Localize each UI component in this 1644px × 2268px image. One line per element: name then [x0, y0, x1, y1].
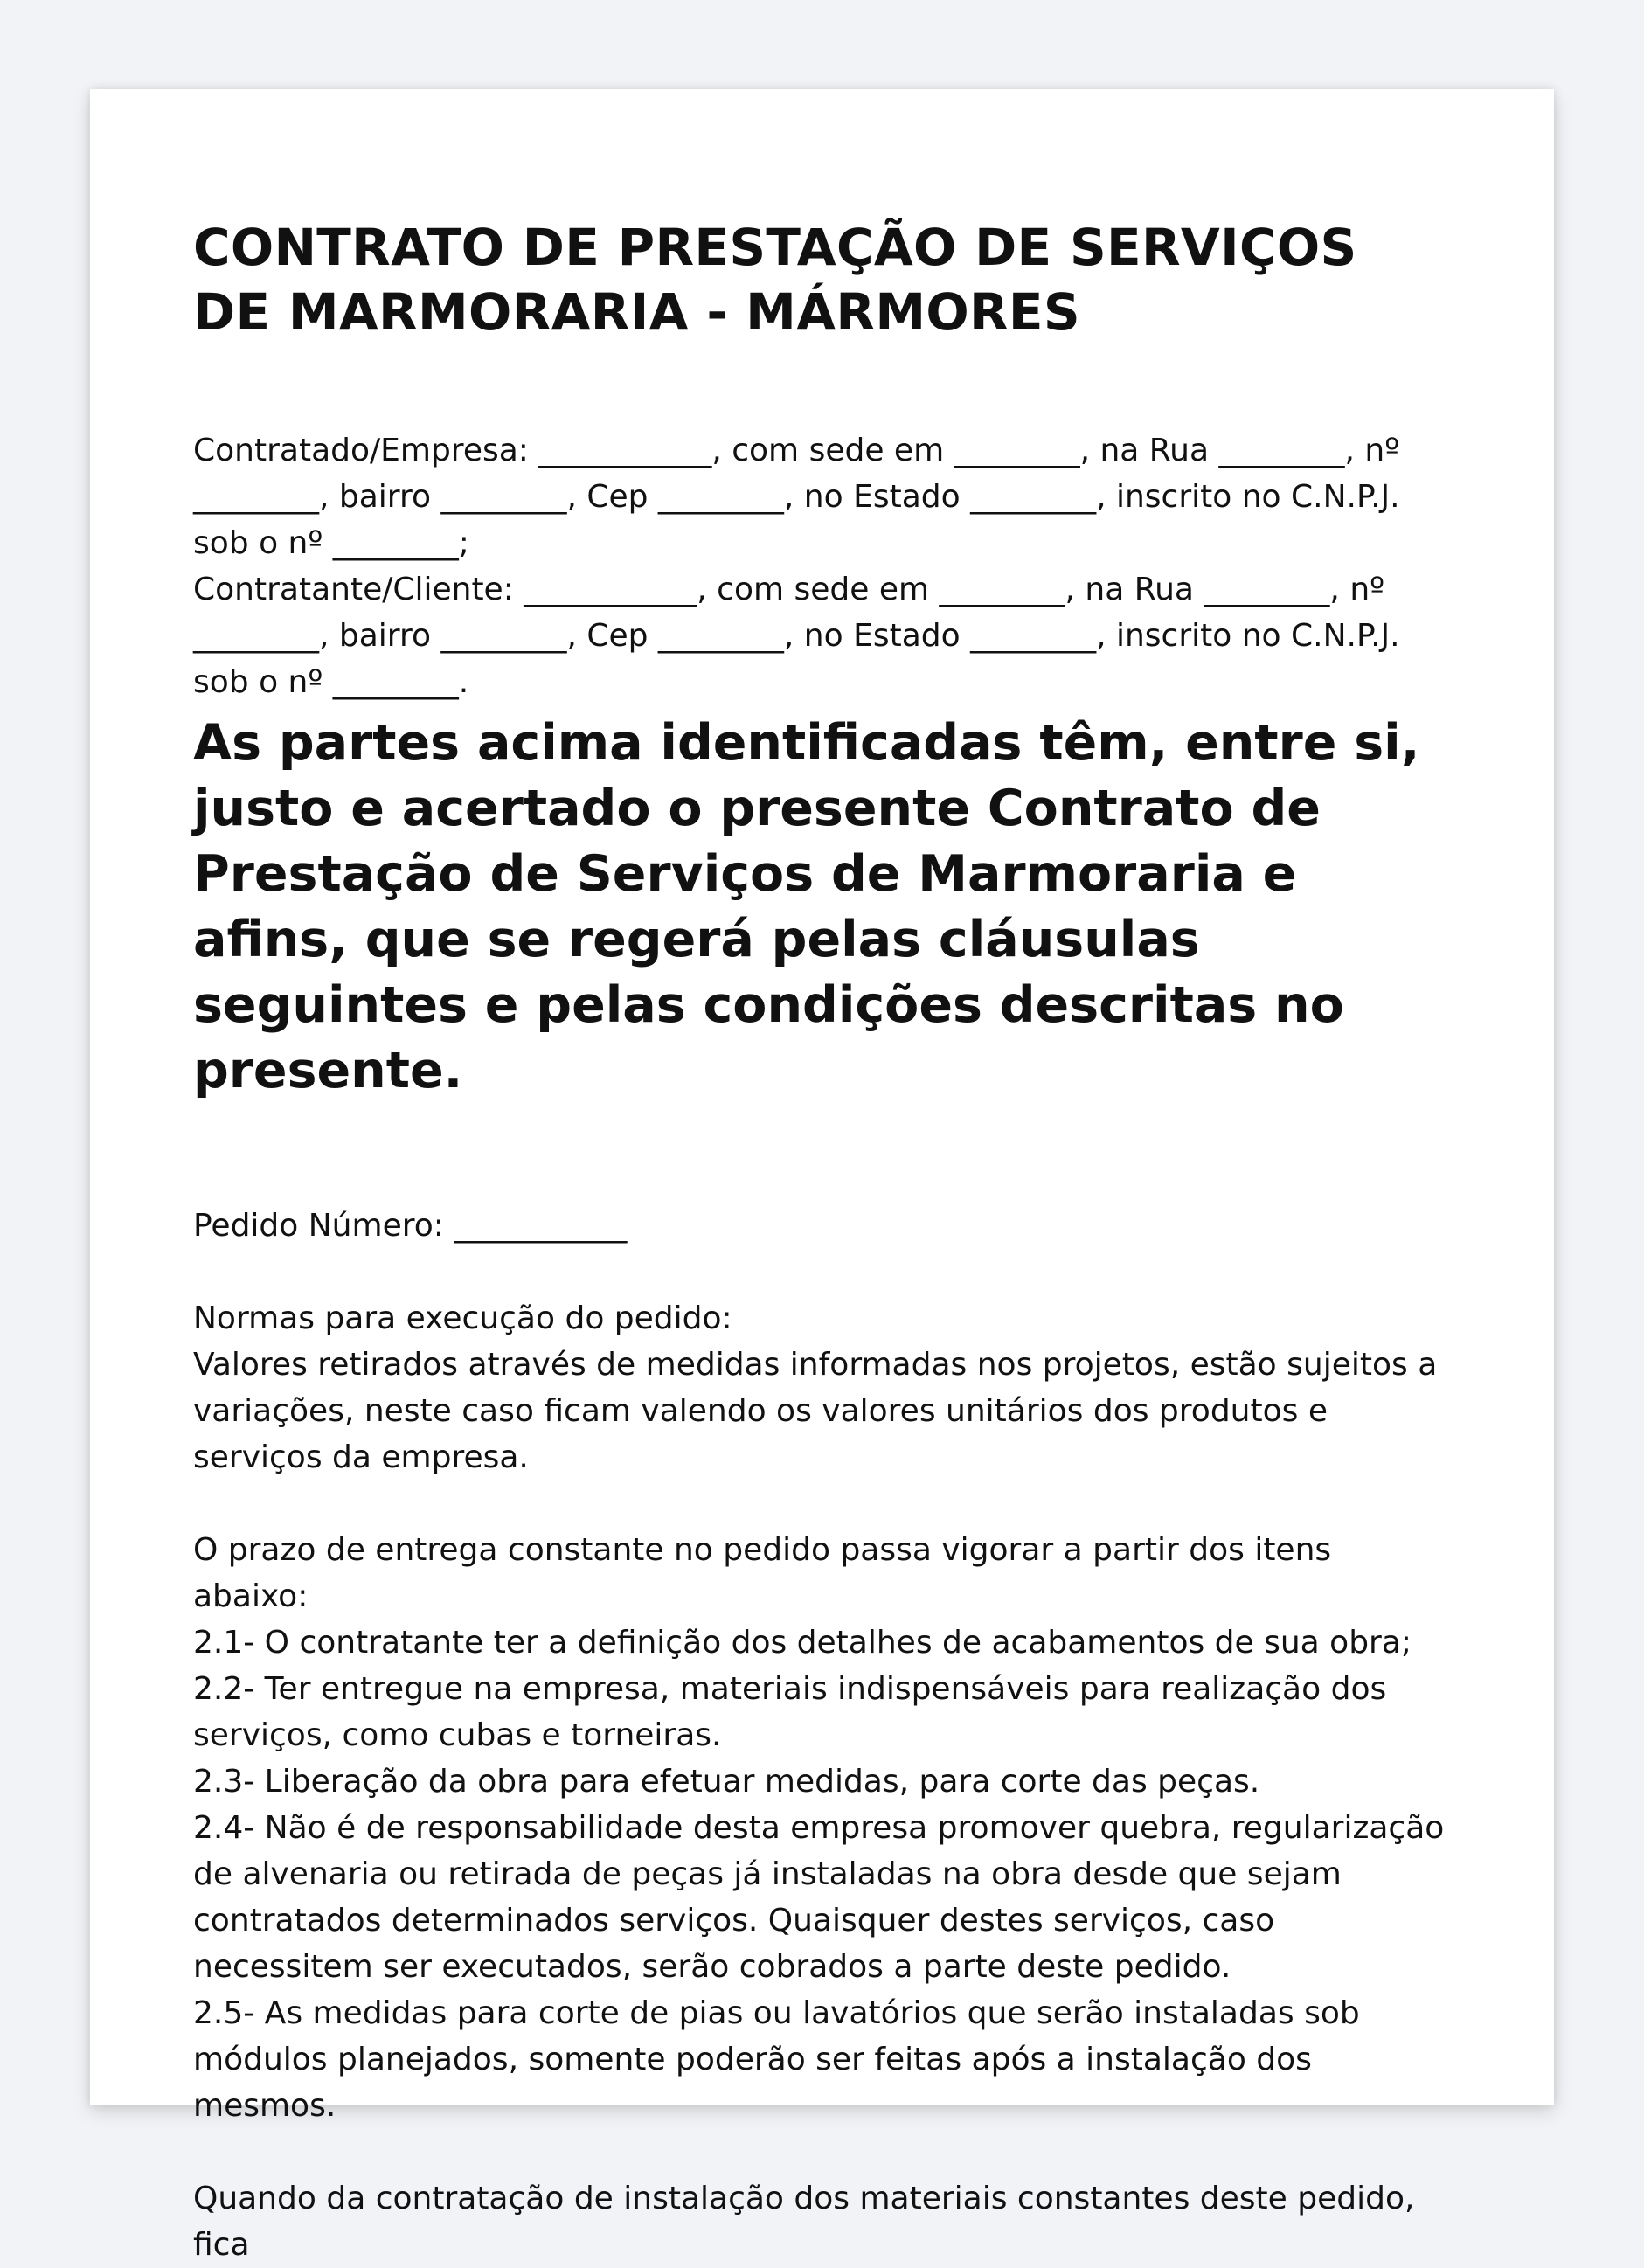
list-item: 2.2- Ter entregue na empresa, materiais indispensáveis para realização dos serviços, como cubas e torneiras.	[193, 1671, 1387, 1753]
list-item: 2.3- Liberação da obra para efetuar medidas, para corte das peças.	[193, 1764, 1260, 1800]
normas-text: Valores retirados através de medidas informadas nos projetos, estão sujeitos a variações, neste caso ficam valendo os valores unitários dos produtos e serviços da empresa.	[193, 1347, 1438, 1475]
document-title: CONTRATO DE PRESTAÇÃO DE SERVIÇOS DE MARMORARIA - MÁRMORES	[193, 218, 1357, 342]
parties-section	[193, 427, 1451, 705]
paragraph-gap	[193, 1249, 1451, 1295]
list-item: 2.1- O contratante ter a definição dos detalhes de acabamentos de sua obra;	[193, 1625, 1412, 1661]
contratado-paragraph: Contratado/Empresa: ___________, com sede em ________, na Rua ________, nº ________, bairro ________, Cep ________, no Estado ________, inscrito no C.N.P.J. sob o nº ________;	[193, 433, 1400, 561]
list-item: 2.4- Não é de responsabilidade desta empresa promover quebra, regularização de alvenaria ou retirada de peças já instaladas na obra desde que sejam contratados determinados serviços. Quaisquer destes serviços, caso necessitem ser executados, serão cobrados a parte deste pedido.	[193, 1810, 1445, 1985]
prazo-intro: O prazo de entrega constante no pedido passa vigorar a partir dos itens abaixo:	[193, 1532, 1332, 1614]
order-number: Pedido Número: ___________	[193, 1208, 628, 1244]
document-page	[90, 89, 1554, 2263]
intro-heading: As partes acima identificadas têm, entre si, justo e acertado o presente Contrato de Prestação de Serviços de Marmoraria e afins, que se regerá pelas cláusulas seguintes e pelas condições descritas no presente.	[193, 714, 1420, 1099]
paragraph-gap	[193, 2129, 1451, 2175]
final-text: Quando da contratação de instalação dos materiais constantes deste pedido, fica	[193, 2181, 1415, 2263]
normas-title: Normas para execução do pedido:	[193, 1300, 732, 1336]
list-item: 2.5- As medidas para corte de pias ou lavatórios que serão instaladas sob módulos planejados, somente poderão ser feitas após a instalação dos mesmos.	[193, 1995, 1360, 2124]
order-section	[193, 1203, 1451, 2268]
contratante-paragraph: Contratante/Cliente: ___________, com sede em ________, na Rua ________, nº ________, bairro ________, Cep ________, no Estado ________, inscrito no C.N.P.J. sob o nº ________.	[193, 572, 1400, 700]
paragraph-gap	[193, 1481, 1451, 1527]
